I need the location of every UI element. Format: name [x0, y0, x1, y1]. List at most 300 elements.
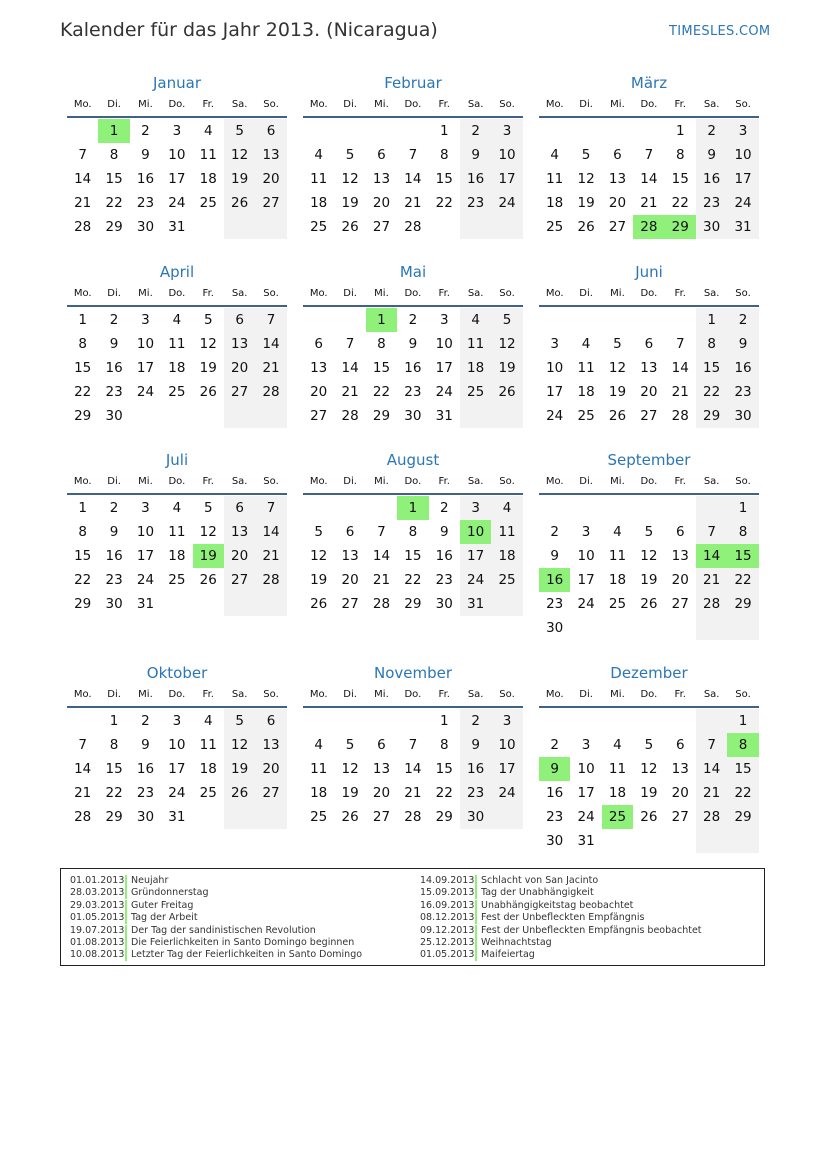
day-cell[interactable]: 30 — [136, 219, 155, 235]
day-cell[interactable]: 5 — [203, 312, 213, 328]
day-cell[interactable]: 23 — [546, 809, 564, 825]
day-cell[interactable]: 8 — [109, 737, 119, 753]
day-cell[interactable]: 29 — [105, 219, 123, 235]
day-cell[interactable]: 21 — [372, 572, 391, 588]
day-cell[interactable]: 14 — [255, 520, 286, 544]
day-cell[interactable]: 22 — [105, 785, 123, 801]
day-cell[interactable]: 22 — [74, 572, 92, 588]
day-cell[interactable]: 3 — [491, 119, 522, 143]
day-cell[interactable]: 23 — [136, 785, 155, 801]
day-cell[interactable]: 7 — [675, 336, 685, 352]
day-cell[interactable]: 11 — [310, 761, 328, 777]
day-cell[interactable]: 14 — [640, 171, 658, 187]
day-cell[interactable]: 24 — [727, 191, 758, 215]
day-cell[interactable]: 19 — [577, 195, 595, 211]
day-cell[interactable]: 1 — [397, 496, 428, 520]
day-cell[interactable]: 28 — [404, 219, 422, 235]
day-cell[interactable]: 28 — [341, 408, 359, 424]
day-cell[interactable]: 8 — [377, 336, 386, 352]
day-cell[interactable]: 1 — [78, 500, 87, 516]
day-cell[interactable]: 13 — [372, 761, 391, 777]
day-cell[interactable]: 12 — [224, 143, 255, 167]
day-cell[interactable]: 19 — [491, 356, 522, 380]
day-cell[interactable]: 1 — [727, 709, 758, 733]
day-cell[interactable]: 29 — [696, 404, 727, 428]
day-cell[interactable]: 4 — [314, 737, 323, 753]
day-cell[interactable]: 26 — [341, 219, 359, 235]
day-cell[interactable]: 4 — [203, 713, 213, 729]
day-cell[interactable]: 29 — [105, 809, 123, 825]
day-cell[interactable]: 10 — [136, 336, 155, 352]
day-cell[interactable]: 25 — [199, 195, 217, 211]
day-cell[interactable]: 13 — [640, 360, 658, 376]
day-cell[interactable]: 7 — [78, 737, 87, 753]
day-cell[interactable]: 27 — [224, 568, 255, 592]
day-cell[interactable]: 18 — [168, 360, 186, 376]
day-cell[interactable]: 14 — [74, 761, 92, 777]
day-cell[interactable]: 17 — [546, 384, 564, 400]
day-cell[interactable]: 9 — [727, 332, 758, 356]
day-cell[interactable]: 4 — [314, 147, 323, 163]
day-cell[interactable]: 17 — [577, 572, 595, 588]
day-cell[interactable]: 3 — [581, 737, 591, 753]
day-cell[interactable]: 8 — [727, 733, 758, 757]
day-cell[interactable]: 3 — [172, 713, 182, 729]
day-cell[interactable]: 26 — [491, 380, 522, 404]
day-cell[interactable]: 13 — [310, 360, 328, 376]
day-cell[interactable]: 15 — [372, 360, 391, 376]
day-cell[interactable]: 21 — [74, 785, 92, 801]
day-cell[interactable]: 16 — [460, 167, 491, 191]
day-cell[interactable]: 22 — [74, 384, 92, 400]
day-cell[interactable]: 29 — [74, 596, 92, 612]
day-cell[interactable]: 2 — [109, 312, 119, 328]
day-cell[interactable]: 1 — [109, 713, 119, 729]
day-cell[interactable]: 23 — [105, 572, 123, 588]
day-cell[interactable]: 21 — [696, 781, 727, 805]
day-cell[interactable]: 12 — [310, 548, 328, 564]
day-cell[interactable]: 15 — [74, 360, 92, 376]
day-cell[interactable]: 21 — [671, 384, 689, 400]
day-cell[interactable]: 19 — [310, 572, 328, 588]
day-cell[interactable]: 3 — [550, 336, 559, 352]
day-cell[interactable]: 16 — [727, 356, 758, 380]
day-cell[interactable]: 8 — [696, 332, 727, 356]
day-cell[interactable]: 19 — [341, 785, 359, 801]
day-cell[interactable]: 5 — [203, 500, 213, 516]
day-cell[interactable]: 8 — [727, 520, 758, 544]
day-cell[interactable]: 8 — [78, 336, 87, 352]
day-cell[interactable]: 16 — [546, 785, 564, 801]
day-cell[interactable]: 22 — [727, 568, 758, 592]
day-cell[interactable]: 21 — [255, 544, 286, 568]
day-cell[interactable]: 28 — [372, 596, 391, 612]
day-cell[interactable]: 23 — [460, 781, 491, 805]
day-cell[interactable]: 7 — [255, 496, 286, 520]
day-cell[interactable]: 28 — [255, 568, 286, 592]
day-cell[interactable]: 29 — [372, 408, 391, 424]
day-cell[interactable]: 18 — [310, 195, 328, 211]
day-cell[interactable]: 28 — [696, 805, 727, 829]
day-cell[interactable]: 17 — [435, 360, 453, 376]
day-cell[interactable]: 29 — [727, 592, 758, 616]
day-cell[interactable]: 11 — [608, 761, 627, 777]
day-cell[interactable]: 28 — [696, 592, 727, 616]
day-cell[interactable]: 2 — [141, 123, 150, 139]
day-cell[interactable]: 16 — [696, 167, 727, 191]
day-cell[interactable]: 17 — [168, 171, 186, 187]
day-cell[interactable]: 20 — [372, 785, 391, 801]
day-cell[interactable]: 6 — [675, 524, 685, 540]
day-cell[interactable]: 30 — [105, 408, 123, 424]
day-cell[interactable]: 14 — [74, 171, 92, 187]
day-cell[interactable]: 29 — [727, 805, 758, 829]
day-cell[interactable]: 25 — [310, 809, 328, 825]
day-cell[interactable]: 15 — [74, 548, 92, 564]
day-cell[interactable]: 24 — [577, 596, 595, 612]
day-cell[interactable]: 24 — [168, 785, 186, 801]
day-cell[interactable]: 4 — [172, 500, 182, 516]
day-cell[interactable]: 11 — [199, 147, 217, 163]
brand-logo[interactable]: TIMESLES.COM — [669, 24, 771, 39]
day-cell[interactable]: 9 — [539, 757, 570, 781]
day-cell[interactable]: 31 — [136, 596, 155, 612]
day-cell[interactable]: 4 — [491, 496, 522, 520]
day-cell[interactable]: 3 — [172, 123, 182, 139]
day-cell[interactable]: 12 — [640, 761, 658, 777]
day-cell[interactable]: 25 — [199, 785, 217, 801]
day-cell[interactable]: 25 — [546, 219, 564, 235]
day-cell[interactable]: 2 — [696, 119, 727, 143]
day-cell[interactable]: 7 — [78, 147, 87, 163]
day-cell[interactable]: 27 — [640, 408, 658, 424]
day-cell[interactable]: 20 — [372, 195, 391, 211]
day-cell[interactable]: 30 — [460, 805, 491, 829]
day-cell[interactable]: 31 — [168, 219, 186, 235]
day-cell[interactable]: 28 — [74, 219, 92, 235]
day-cell[interactable]: 26 — [310, 596, 328, 612]
day-cell[interactable]: 24 — [136, 572, 155, 588]
day-cell[interactable]: 11 — [577, 360, 595, 376]
day-cell[interactable]: 10 — [168, 147, 186, 163]
day-cell[interactable]: 21 — [255, 356, 286, 380]
day-cell[interactable]: 1 — [439, 123, 449, 139]
day-cell[interactable]: 14 — [341, 360, 359, 376]
day-cell[interactable]: 18 — [310, 785, 328, 801]
day-cell[interactable]: 8 — [408, 524, 418, 540]
day-cell[interactable]: 4 — [203, 123, 213, 139]
day-cell[interactable]: 12 — [608, 360, 627, 376]
day-cell[interactable]: 9 — [550, 548, 559, 564]
day-cell[interactable]: 4 — [172, 312, 182, 328]
day-cell[interactable]: 11 — [199, 737, 217, 753]
day-cell[interactable]: 2 — [460, 709, 491, 733]
day-cell[interactable]: 27 — [341, 596, 359, 612]
day-cell[interactable]: 15 — [105, 761, 123, 777]
day-cell[interactable]: 31 — [577, 833, 595, 849]
day-cell[interactable]: 19 — [193, 544, 224, 568]
day-cell[interactable]: 8 — [78, 524, 87, 540]
day-cell[interactable]: 2 — [408, 312, 418, 328]
day-cell[interactable]: 22 — [727, 781, 758, 805]
day-cell[interactable]: 14 — [404, 761, 422, 777]
day-cell[interactable]: 29 — [404, 596, 422, 612]
day-cell[interactable]: 29 — [74, 408, 92, 424]
day-cell[interactable]: 9 — [439, 524, 449, 540]
day-cell[interactable]: 13 — [372, 171, 391, 187]
day-cell[interactable]: 30 — [546, 620, 564, 636]
day-cell[interactable]: 3 — [141, 312, 150, 328]
day-cell[interactable]: 17 — [491, 757, 522, 781]
day-cell[interactable]: 2 — [460, 119, 491, 143]
day-cell[interactable]: 27 — [608, 219, 627, 235]
day-cell[interactable]: 7 — [255, 308, 286, 332]
day-cell[interactable]: 3 — [141, 500, 150, 516]
day-cell[interactable]: 23 — [105, 384, 123, 400]
day-cell[interactable]: 13 — [255, 733, 286, 757]
day-cell[interactable]: 22 — [435, 195, 453, 211]
day-cell[interactable]: 9 — [141, 147, 150, 163]
day-cell[interactable]: 25 — [577, 408, 595, 424]
day-cell[interactable]: 5 — [644, 524, 654, 540]
day-cell[interactable]: 12 — [341, 171, 359, 187]
day-cell[interactable]: 13 — [224, 520, 255, 544]
day-cell[interactable]: 4 — [550, 147, 559, 163]
day-cell[interactable]: 18 — [608, 785, 627, 801]
day-cell[interactable]: 11 — [608, 548, 627, 564]
day-cell[interactable]: 24 — [136, 384, 155, 400]
day-cell[interactable]: 18 — [577, 384, 595, 400]
day-cell[interactable]: 22 — [372, 384, 391, 400]
day-cell[interactable]: 30 — [136, 809, 155, 825]
day-cell[interactable]: 15 — [435, 171, 453, 187]
day-cell[interactable]: 14 — [255, 332, 286, 356]
day-cell[interactable]: 20 — [310, 384, 328, 400]
day-cell[interactable]: 30 — [105, 596, 123, 612]
day-cell[interactable]: 10 — [727, 143, 758, 167]
day-cell[interactable]: 7 — [345, 336, 355, 352]
day-cell[interactable]: 20 — [608, 195, 627, 211]
day-cell[interactable]: 20 — [255, 757, 286, 781]
day-cell[interactable]: 9 — [460, 143, 491, 167]
day-cell[interactable]: 5 — [345, 147, 355, 163]
day-cell[interactable]: 5 — [644, 737, 654, 753]
day-cell[interactable]: 27 — [372, 219, 391, 235]
day-cell[interactable]: 27 — [255, 191, 286, 215]
day-cell[interactable]: 18 — [199, 761, 217, 777]
day-cell[interactable]: 8 — [439, 737, 449, 753]
day-cell[interactable]: 27 — [224, 380, 255, 404]
day-cell[interactable]: 26 — [224, 781, 255, 805]
day-cell[interactable]: 21 — [341, 384, 359, 400]
day-cell[interactable]: 27 — [310, 408, 328, 424]
day-cell[interactable]: 1 — [98, 119, 129, 143]
day-cell[interactable]: 21 — [404, 195, 422, 211]
day-cell[interactable]: 14 — [404, 171, 422, 187]
day-cell[interactable]: 1 — [696, 308, 727, 332]
day-cell[interactable]: 26 — [577, 219, 595, 235]
day-cell[interactable]: 12 — [199, 524, 217, 540]
day-cell[interactable]: 20 — [255, 167, 286, 191]
day-cell[interactable]: 21 — [696, 568, 727, 592]
day-cell[interactable]: 22 — [696, 380, 727, 404]
day-cell[interactable]: 3 — [581, 524, 591, 540]
day-cell[interactable]: 1 — [727, 496, 758, 520]
day-cell[interactable]: 3 — [460, 496, 491, 520]
day-cell[interactable]: 22 — [435, 785, 453, 801]
day-cell[interactable]: 19 — [608, 384, 627, 400]
day-cell[interactable]: 20 — [224, 356, 255, 380]
day-cell[interactable]: 16 — [136, 171, 155, 187]
day-cell[interactable]: 2 — [550, 524, 559, 540]
day-cell[interactable]: 11 — [310, 171, 328, 187]
day-cell[interactable]: 24 — [577, 809, 595, 825]
day-cell[interactable]: 24 — [435, 384, 453, 400]
day-cell[interactable]: 24 — [546, 408, 564, 424]
day-cell[interactable]: 5 — [613, 336, 622, 352]
day-cell[interactable]: 4 — [581, 336, 591, 352]
day-cell[interactable]: 7 — [696, 733, 727, 757]
day-cell[interactable]: 23 — [435, 572, 453, 588]
day-cell[interactable]: 27 — [372, 809, 391, 825]
day-cell[interactable]: 21 — [74, 195, 92, 211]
day-cell[interactable]: 2 — [550, 737, 559, 753]
day-cell[interactable]: 23 — [696, 191, 727, 215]
day-cell[interactable]: 16 — [460, 757, 491, 781]
day-cell[interactable]: 19 — [341, 195, 359, 211]
day-cell[interactable]: 12 — [224, 733, 255, 757]
day-cell[interactable]: 29 — [435, 809, 453, 825]
day-cell[interactable]: 19 — [199, 360, 217, 376]
day-cell[interactable]: 26 — [640, 596, 658, 612]
day-cell[interactable]: 10 — [577, 761, 595, 777]
day-cell[interactable]: 17 — [727, 167, 758, 191]
day-cell[interactable]: 7 — [377, 524, 386, 540]
day-cell[interactable]: 17 — [491, 167, 522, 191]
day-cell[interactable]: 24 — [460, 568, 491, 592]
day-cell[interactable]: 5 — [491, 308, 522, 332]
day-cell[interactable]: 31 — [460, 592, 491, 616]
day-cell[interactable]: 10 — [491, 143, 522, 167]
day-cell[interactable]: 11 — [546, 171, 564, 187]
day-cell[interactable]: 23 — [136, 195, 155, 211]
day-cell[interactable]: 9 — [460, 733, 491, 757]
day-cell[interactable]: 16 — [136, 761, 155, 777]
day-cell[interactable]: 5 — [224, 119, 255, 143]
day-cell[interactable]: 15 — [727, 757, 758, 781]
day-cell[interactable]: 13 — [671, 548, 689, 564]
day-cell[interactable]: 31 — [727, 215, 758, 239]
day-cell[interactable]: 10 — [435, 336, 453, 352]
day-cell[interactable]: 10 — [168, 737, 186, 753]
day-cell[interactable]: 24 — [168, 195, 186, 211]
day-cell[interactable]: 10 — [546, 360, 564, 376]
day-cell[interactable]: 6 — [675, 737, 685, 753]
day-cell[interactable]: 13 — [224, 332, 255, 356]
day-cell[interactable]: 28 — [633, 215, 664, 239]
day-cell[interactable]: 22 — [404, 572, 422, 588]
day-cell[interactable]: 28 — [255, 380, 286, 404]
day-cell[interactable]: 16 — [539, 568, 570, 592]
day-cell[interactable]: 27 — [671, 809, 689, 825]
day-cell[interactable]: 20 — [341, 572, 359, 588]
day-cell[interactable]: 5 — [314, 524, 323, 540]
day-cell[interactable]: 18 — [608, 572, 627, 588]
day-cell[interactable]: 6 — [255, 119, 286, 143]
day-cell[interactable]: 18 — [491, 544, 522, 568]
day-cell[interactable]: 17 — [460, 544, 491, 568]
day-cell[interactable]: 20 — [640, 384, 658, 400]
day-cell[interactable]: 20 — [224, 544, 255, 568]
day-cell[interactable]: 27 — [671, 596, 689, 612]
day-cell[interactable]: 3 — [727, 119, 758, 143]
day-cell[interactable]: 15 — [696, 356, 727, 380]
day-cell[interactable]: 3 — [491, 709, 522, 733]
day-cell[interactable]: 6 — [377, 737, 386, 753]
day-cell[interactable]: 2 — [727, 308, 758, 332]
day-cell[interactable]: 29 — [665, 215, 696, 239]
day-cell[interactable]: 15 — [671, 171, 689, 187]
day-cell[interactable]: 6 — [345, 524, 355, 540]
day-cell[interactable]: 11 — [168, 336, 186, 352]
day-cell[interactable]: 11 — [168, 524, 186, 540]
day-cell[interactable]: 16 — [105, 360, 123, 376]
day-cell[interactable]: 6 — [224, 308, 255, 332]
day-cell[interactable]: 26 — [224, 191, 255, 215]
day-cell[interactable]: 17 — [136, 360, 155, 376]
day-cell[interactable]: 5 — [224, 709, 255, 733]
day-cell[interactable]: 20 — [671, 785, 689, 801]
day-cell[interactable]: 6 — [613, 147, 622, 163]
day-cell[interactable]: 12 — [199, 336, 217, 352]
day-cell[interactable]: 26 — [199, 572, 217, 588]
day-cell[interactable]: 25 — [608, 596, 627, 612]
day-cell[interactable]: 2 — [109, 500, 119, 516]
day-cell[interactable]: 8 — [675, 147, 685, 163]
day-cell[interactable]: 26 — [640, 809, 658, 825]
day-cell[interactable]: 17 — [168, 761, 186, 777]
day-cell[interactable]: 23 — [546, 596, 564, 612]
day-cell[interactable]: 1 — [675, 123, 685, 139]
day-cell[interactable]: 31 — [435, 408, 453, 424]
day-cell[interactable]: 17 — [136, 548, 155, 564]
day-cell[interactable]: 16 — [105, 548, 123, 564]
day-cell[interactable]: 5 — [345, 737, 355, 753]
day-cell[interactable]: 12 — [640, 548, 658, 564]
day-cell[interactable]: 11 — [460, 332, 491, 356]
day-cell[interactable]: 19 — [640, 785, 658, 801]
day-cell[interactable]: 1 — [366, 308, 397, 332]
day-cell[interactable]: 30 — [696, 215, 727, 239]
day-cell[interactable]: 10 — [577, 548, 595, 564]
day-cell[interactable]: 19 — [224, 167, 255, 191]
day-cell[interactable]: 9 — [696, 143, 727, 167]
day-cell[interactable]: 15 — [727, 544, 758, 568]
day-cell[interactable]: 26 — [199, 384, 217, 400]
day-cell[interactable]: 7 — [696, 520, 727, 544]
day-cell[interactable]: 6 — [314, 336, 323, 352]
day-cell[interactable]: 18 — [460, 356, 491, 380]
day-cell[interactable]: 18 — [199, 171, 217, 187]
day-cell[interactable]: 28 — [671, 408, 689, 424]
day-cell[interactable]: 10 — [491, 733, 522, 757]
day-cell[interactable]: 30 — [546, 833, 564, 849]
day-cell[interactable]: 6 — [377, 147, 386, 163]
day-cell[interactable]: 20 — [671, 572, 689, 588]
day-cell[interactable]: 21 — [404, 785, 422, 801]
day-cell[interactable]: 13 — [341, 548, 359, 564]
day-cell[interactable]: 22 — [105, 195, 123, 211]
